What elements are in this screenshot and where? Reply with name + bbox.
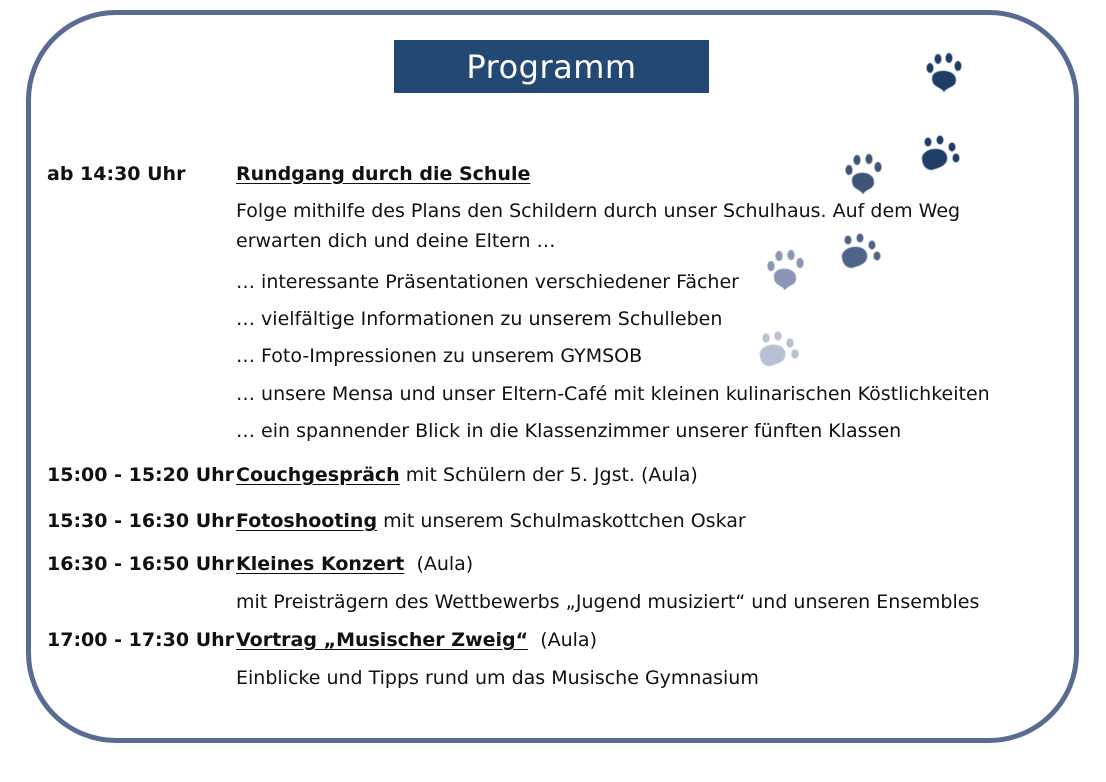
paw-print-icon	[842, 150, 888, 198]
list-item: … unsere Mensa und unser Eltern-Café mit kleinen kulinarischen Köstlichkeiten	[236, 383, 990, 405]
time-label: 15:30 - 16:30 Uhr	[47, 510, 235, 532]
program-title: Programm	[394, 40, 709, 93]
item-heading: Couchgespräch	[236, 464, 400, 486]
item-detail: mit unserem Schulmaskottchen Oskar	[383, 510, 746, 532]
time-label: 15:00 - 15:20 Uhr	[47, 464, 235, 486]
item-line	[236, 627, 597, 653]
time-label: 16:30 - 16:50 Uhr	[47, 553, 235, 575]
time-label: 17:00 - 17:30 Uhr	[47, 629, 235, 651]
item-description: Folge mithilfe des Plans den Schildern durch unser Schulhaus. Auf dem Weg	[236, 200, 961, 222]
item-heading: Kleines Konzert	[236, 553, 405, 575]
item-description: mit Preisträgern des Wettbewerbs „Jugend musiziert“ und unseren Ensembles	[236, 591, 980, 613]
item-line	[236, 462, 698, 488]
item-heading: Vortrag „Musischer Zweig“	[236, 629, 529, 651]
paw-print-icon	[922, 48, 970, 98]
item-detail: (Aula)	[540, 629, 597, 651]
list-item: … Foto-Impressionen zu unserem GYMSOB	[236, 345, 643, 367]
list-item: … interessante Präsentationen verschiedener Fächer	[236, 271, 739, 293]
list-item: … ein spannender Blick in die Klassenzimmer unserer fünften Klassen	[236, 420, 902, 442]
paw-print-icon	[764, 246, 810, 294]
item-description: Einblicke und Tipps rund um das Musische Gymnasium	[236, 667, 759, 689]
item-line	[236, 508, 746, 534]
paw-print-icon	[834, 232, 886, 274]
item-heading: Rundgang durch die Schule	[236, 163, 531, 185]
item-detail: mit Schülern der 5. Jgst. (Aula)	[405, 464, 698, 486]
item-detail: (Aula)	[416, 553, 474, 575]
paw-print-icon	[752, 330, 804, 372]
item-description: erwarten dich und deine Eltern …	[236, 230, 556, 252]
paw-print-icon	[914, 134, 964, 176]
item-line	[236, 551, 473, 577]
list-item: … vielfältige Informationen zu unserem Schulleben	[236, 308, 723, 330]
item-heading: Fotoshooting	[236, 510, 378, 532]
time-label: ab 14:30 Uhr	[47, 163, 186, 185]
